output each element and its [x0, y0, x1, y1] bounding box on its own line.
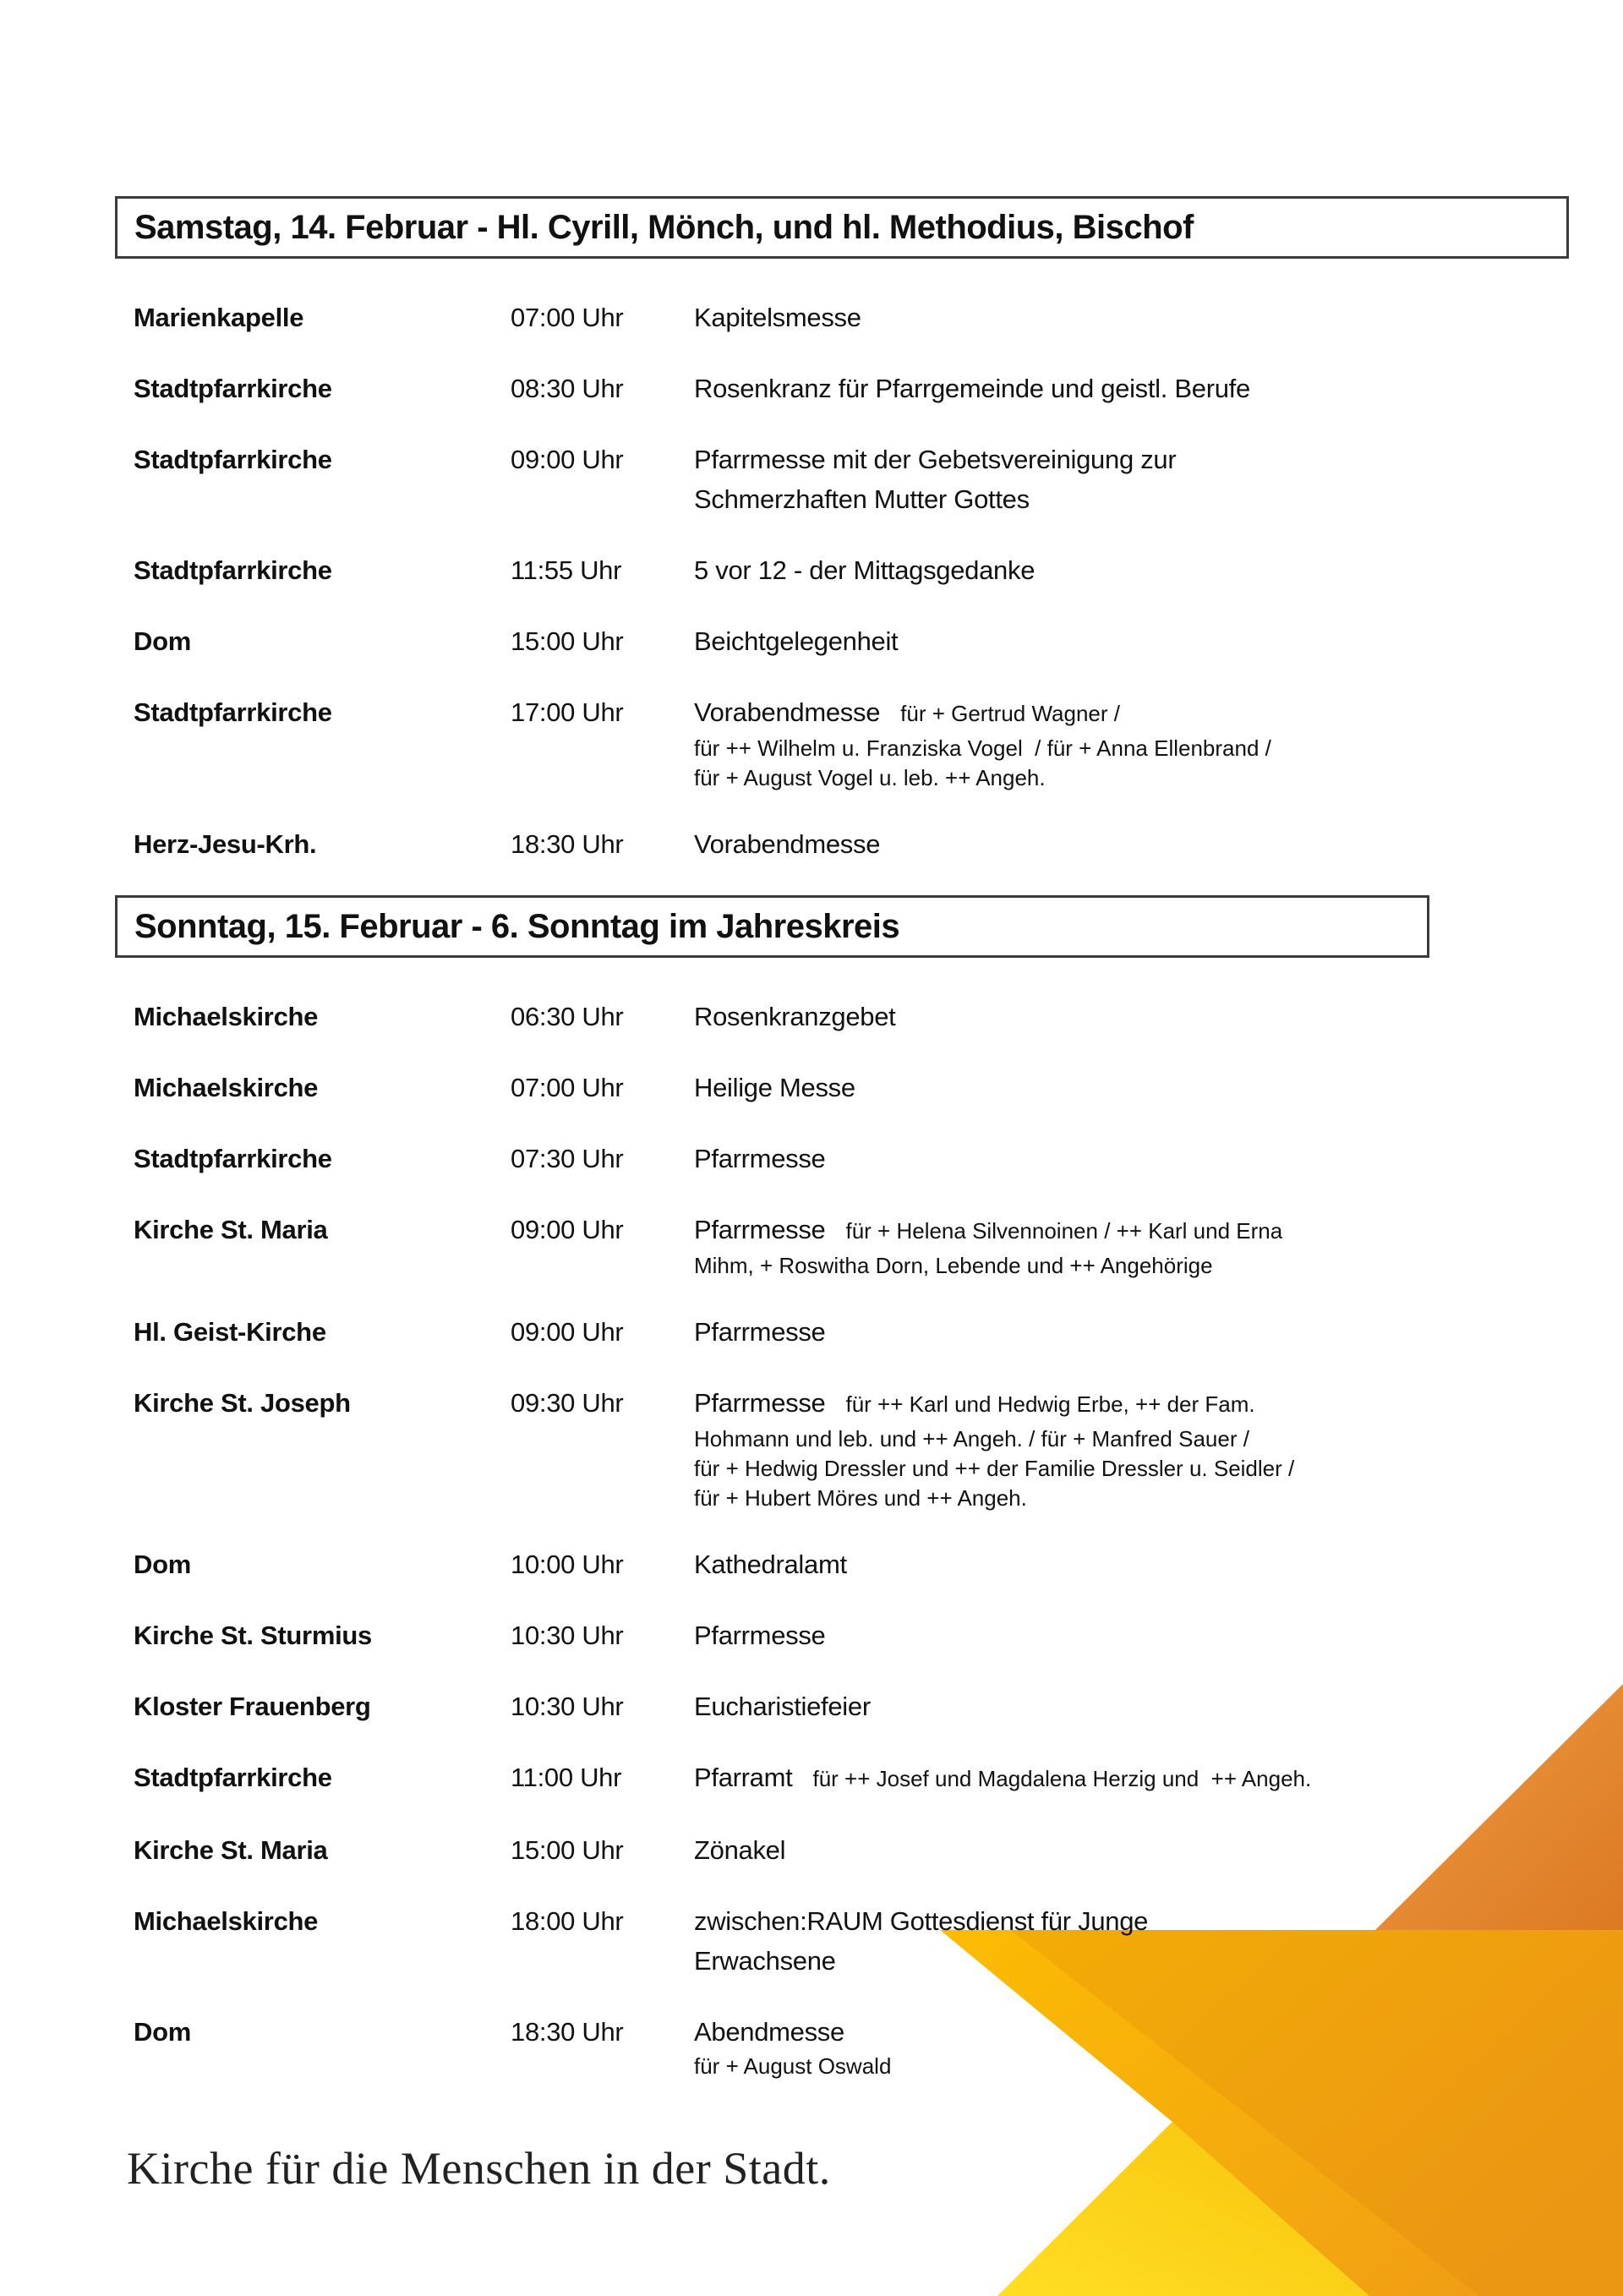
day-section — [0, 895, 1623, 2081]
service-cell — [694, 1312, 1409, 1352]
location-label: Kirche St. Sturmius — [134, 1621, 372, 1650]
mass-intention-line: Mihm, + Roswitha Dorn, Lebende und ++ Angehörige — [694, 1253, 1213, 1278]
service-name: Zönakel — [694, 1835, 786, 1865]
time-label: 09:00 Uhr — [511, 1215, 624, 1244]
time-label: 15:00 Uhr — [511, 626, 624, 656]
time-label: 09:30 Uhr — [511, 1388, 624, 1418]
location-label: Michaelskirche — [134, 1002, 319, 1031]
schedule-row — [0, 1068, 1623, 1107]
mass-intention-line: für ++ Wilhelm u. Franziska Vogel / für + Anna Ellenbrand / — [694, 735, 1271, 761]
location-label: Dom — [134, 2017, 191, 2047]
location-label: Stadtpfarrkirche — [134, 374, 332, 403]
service-name: Pfarrmesse für ++ Karl und Hedwig Erbe, ++ der Fam. — [694, 1388, 1255, 1418]
service-name: Vorabendmesse für + Gertrud Wagner / — [694, 697, 1121, 727]
service-name: Pfarrmesse — [694, 1621, 826, 1650]
service-name: 5 vor 12 - der Mittagsgedanke — [694, 555, 1036, 585]
day-header-title: Samstag, 14. Februar - Hl. Cyrill, Mönch, und hl. Methodius, Bischof — [134, 208, 1194, 246]
schedule-row — [0, 440, 1623, 519]
location-label: Kirche St. Maria — [134, 1215, 328, 1244]
day-rows — [0, 298, 1623, 864]
service-cell — [694, 1139, 1409, 1178]
service-name: Pfarrmesse für + Helena Silvennoinen / ++ Karl und Erna — [694, 1215, 1283, 1244]
time-label: 09:00 Uhr — [511, 445, 624, 474]
service-name: Pfarrmesse — [694, 1144, 826, 1173]
service-cell — [694, 1901, 1409, 1981]
time-label: 09:00 Uhr — [511, 1317, 624, 1347]
time-label: 10:30 Uhr — [511, 1692, 624, 1721]
time-label: 07:00 Uhr — [511, 303, 624, 332]
service-name: Beichtgelegenheit — [694, 626, 899, 656]
service-cell — [694, 1068, 1409, 1107]
day-header — [115, 895, 1429, 958]
service-name: Abendmesse — [694, 2017, 844, 2047]
service-name: Pfarramt für ++ Josef und Magdalena Herzig und ++ Angeh. — [694, 1763, 1312, 1792]
schedule-sections — [0, 196, 1623, 2081]
schedule-row — [0, 1383, 1623, 1513]
day-header-title: Sonntag, 15. Februar - 6. Sonntag im Jahreskreis — [134, 907, 900, 945]
time-label: 18:00 Uhr — [511, 1906, 624, 1936]
schedule-row — [0, 550, 1623, 590]
service-cell — [694, 1210, 1409, 1281]
location-label: Marienkapelle — [134, 303, 304, 332]
service-cell — [694, 1383, 1409, 1513]
footer-slogan: Kirche für die Menschen in der Stadt. — [127, 2143, 831, 2194]
location-label: Kirche St. Maria — [134, 1835, 328, 1865]
schedule-row — [0, 1139, 1623, 1178]
schedule-row — [0, 1544, 1623, 1584]
location-label: Stadtpfarrkirche — [134, 697, 332, 727]
time-label: 18:30 Uhr — [511, 2017, 624, 2047]
service-name: Heilige Messe — [694, 1073, 855, 1102]
schedule-row — [0, 1615, 1623, 1655]
time-label: 18:30 Uhr — [511, 829, 624, 859]
mass-intention-line: für + Hedwig Dressler und ++ der Familie Dressler u. Seidler / — [694, 1456, 1295, 1481]
location-label: Michaelskirche — [134, 1073, 319, 1102]
schedule-row — [0, 1686, 1623, 1726]
location-label: Michaelskirche — [134, 1906, 319, 1936]
location-label: Kirche St. Joseph — [134, 1388, 351, 1418]
location-label: Dom — [134, 626, 191, 656]
service-name: Kathedralamt — [694, 1550, 847, 1579]
service-cell — [694, 369, 1409, 408]
schedule-row — [0, 369, 1623, 408]
location-label: Dom — [134, 1550, 191, 1579]
service-cell — [694, 1758, 1409, 1799]
time-label: 17:00 Uhr — [511, 697, 624, 727]
location-label: Stadtpfarrkirche — [134, 1144, 332, 1173]
service-cell — [694, 824, 1409, 864]
service-name: Rosenkranzgebet — [694, 1002, 896, 1031]
schedule-row — [0, 997, 1623, 1036]
service-cell — [694, 692, 1409, 793]
service-name-line: Schmerzhaften Mutter Gottes — [694, 484, 1030, 514]
schedule-row — [0, 1830, 1623, 1870]
schedule-row — [0, 621, 1623, 661]
schedule-row — [0, 1312, 1623, 1352]
time-label: 11:55 Uhr — [511, 555, 622, 585]
location-label: Hl. Geist-Kirche — [134, 1317, 326, 1347]
mass-intention-inline: für ++ Josef und Magdalena Herzig und ++ Angeh. — [812, 1766, 1312, 1791]
mass-intention-inline: für + Gertrud Wagner / — [900, 701, 1121, 726]
location-label: Stadtpfarrkirche — [134, 445, 332, 474]
service-cell — [694, 440, 1409, 519]
service-cell — [694, 997, 1409, 1036]
time-label: 10:00 Uhr — [511, 1550, 624, 1579]
service-cell — [694, 298, 1409, 337]
day-header — [115, 196, 1569, 259]
time-label: 15:00 Uhr — [511, 1835, 624, 1865]
mass-intention-line: für + August Oswald — [694, 2053, 892, 2079]
time-label: 07:00 Uhr — [511, 1073, 624, 1102]
schedule-row — [0, 1901, 1623, 1981]
mass-intention-line: für + Hubert Möres und ++ Angeh. — [694, 1485, 1027, 1511]
service-cell — [694, 550, 1409, 590]
service-cell — [694, 1830, 1409, 1870]
mass-intention-inline: für ++ Karl und Hedwig Erbe, ++ der Fam. — [845, 1391, 1255, 1417]
schedule-row — [0, 692, 1623, 793]
service-cell — [694, 1615, 1409, 1655]
schedule-row — [0, 1758, 1623, 1799]
mass-intention-inline: für + Helena Silvennoinen / ++ Karl und Erna — [845, 1218, 1283, 1244]
mass-intention-line: Hohmann und leb. und ++ Angeh. / für + Manfred Sauer / — [694, 1426, 1249, 1451]
service-name: Pfarrmesse mit der Gebetsvereinigung zur — [694, 445, 1177, 474]
service-name: Eucharistiefeier — [694, 1692, 871, 1721]
location-label: Herz-Jesu-Krh. — [134, 829, 317, 859]
service-cell — [694, 2012, 1409, 2081]
day-section — [0, 196, 1623, 864]
service-name: Kapitelsmesse — [694, 303, 861, 332]
schedule-row — [0, 298, 1623, 337]
location-label: Stadtpfarrkirche — [134, 555, 332, 585]
location-label: Kloster Frauenberg — [134, 1692, 371, 1721]
location-label: Stadtpfarrkirche — [134, 1763, 332, 1792]
time-label: 10:30 Uhr — [511, 1621, 624, 1650]
service-name: Pfarrmesse — [694, 1317, 826, 1347]
time-label: 08:30 Uhr — [511, 374, 624, 403]
service-name-line: Erwachsene — [694, 1946, 836, 1976]
time-label: 06:30 Uhr — [511, 1002, 624, 1031]
time-label: 07:30 Uhr — [511, 1144, 624, 1173]
schedule-row — [0, 824, 1623, 864]
service-name: Rosenkranz für Pfarrgemeinde und geistl. Berufe — [694, 374, 1250, 403]
time-label: 11:00 Uhr — [511, 1763, 622, 1792]
service-name: zwischen:RAUM Gottesdienst für Junge — [694, 1906, 1149, 1936]
service-cell — [694, 1686, 1409, 1726]
service-cell — [694, 621, 1409, 661]
service-cell — [694, 1544, 1409, 1584]
schedule-row — [0, 1210, 1623, 1281]
day-rows — [0, 997, 1623, 2081]
service-name: Vorabendmesse — [694, 829, 881, 859]
schedule-row — [0, 2012, 1623, 2081]
mass-intention-line: für + August Vogel u. leb. ++ Angeh. — [694, 765, 1046, 790]
